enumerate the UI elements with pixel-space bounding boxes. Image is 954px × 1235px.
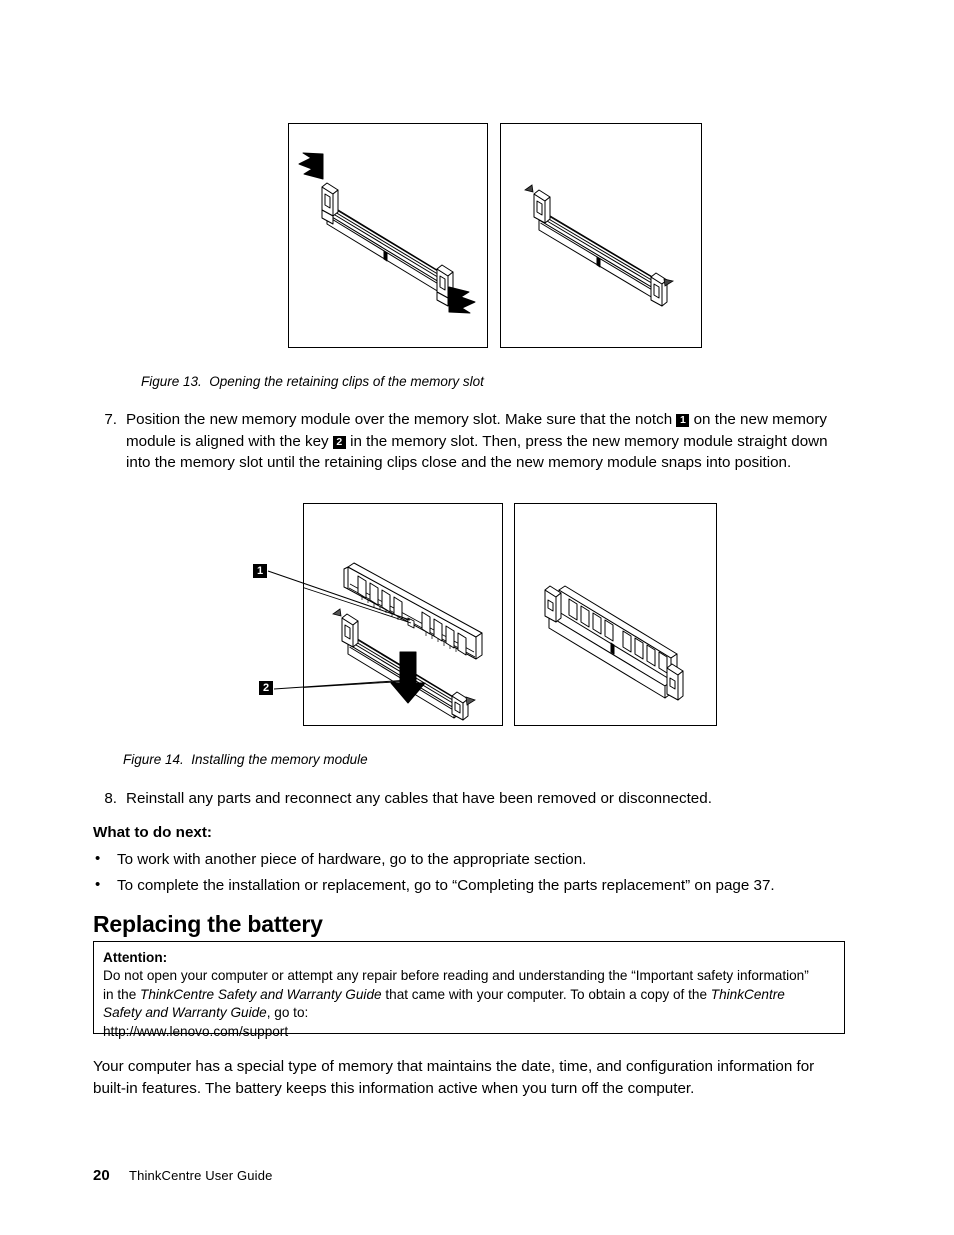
attention-line-3b: , go to: — [266, 1005, 309, 1021]
attention-line-1: Do not open your computer or attempt any repair before reading and understanding the “Important safety information” — [103, 968, 809, 983]
bullet-marker-icon: • — [95, 876, 101, 893]
attention-guide-title-2a: ThinkCentre — [710, 986, 785, 1002]
attention-body — [103, 967, 835, 1041]
bullet-text-1: To work with another piece of hardware, go to the appropriate section. — [117, 851, 587, 868]
page-footer — [93, 1167, 272, 1184]
attention-title: Attention: — [103, 950, 168, 965]
step-7-number: 7. — [104, 411, 117, 428]
page-title: Replacing the battery — [93, 911, 323, 937]
attention-box — [93, 941, 845, 1039]
step-7-text-3: in the memory slot. Then, press the new memory module straight down into the memory slot until the retaining clips close and the new memory module snaps into position. — [126, 432, 828, 471]
list-item — [95, 849, 835, 871]
memory-slot-clips-opening-illustration — [289, 124, 486, 346]
figure-13-panels — [288, 123, 702, 348]
bullet-marker-icon: • — [95, 850, 101, 867]
figure-13-panel-2 — [500, 123, 702, 348]
figure-13-caption: Figure 13. Opening the retaining clips of the memory slot — [141, 374, 484, 389]
figure-13-panel-1 — [288, 123, 488, 348]
what-to-do-next-heading: What to do next: — [93, 824, 212, 841]
figure-14-panel-gap — [503, 503, 514, 726]
step-7 — [97, 409, 849, 474]
support-url[interactable]: http://www.lenovo.com/support — [103, 1023, 289, 1039]
figure-14-panel-1 — [303, 503, 503, 726]
bullet-text-2: To complete the installation or replacement, go to “Completing the parts replacement” on page 37. — [117, 877, 775, 894]
page-number: 20 — [93, 1167, 110, 1184]
footer-document-title: ThinkCentre User Guide — [129, 1168, 273, 1183]
step-8-body: Reinstall any parts and reconnect any cables that have been removed or disconnected. — [126, 790, 712, 807]
step-7-text-2: on the new memory module is aligned with the key — [126, 411, 827, 450]
attention-line-2b: that came with your computer. To obtain a copy of the — [381, 986, 711, 1002]
figure-14-panel-2 — [514, 503, 717, 726]
arrow-left-icon — [299, 153, 323, 179]
memory-module-installed-illustration — [515, 504, 715, 724]
callout-badge-1: 1 — [253, 564, 267, 578]
step-8-number: 8. — [104, 790, 117, 807]
arrow-right-icon — [449, 287, 475, 313]
callout-badge-2-inline: 2 — [333, 436, 346, 449]
callout-badge-2: 2 — [259, 681, 273, 695]
step-7-text-1: Position the new memory module over the memory slot. Make sure that the notch — [126, 411, 677, 428]
attention-line-2a: in the — [103, 986, 141, 1002]
section-body-paragraph: Your computer has a special type of memory that maintains the date, time, and configuration information for built-in features. The battery keeps this information active when you turn off the computer. — [93, 1058, 815, 1097]
figure-14-caption: Figure 14. Installing the memory module — [123, 752, 368, 767]
step-7-body — [126, 409, 849, 474]
attention-guide-title-2b: Safety and Warranty Guide — [103, 1005, 267, 1021]
figure-14-leader-lines — [304, 504, 501, 724]
figure-14-panels — [303, 503, 717, 726]
attention-guide-title-1: ThinkCentre Safety and Warranty Guide — [140, 986, 382, 1002]
step-8 — [97, 788, 849, 810]
callout-badge-1-inline: 1 — [676, 414, 689, 427]
memory-slot-clips-open-illustration — [501, 124, 700, 346]
list-item — [95, 875, 835, 897]
figure-13-panel-gap — [488, 123, 500, 348]
